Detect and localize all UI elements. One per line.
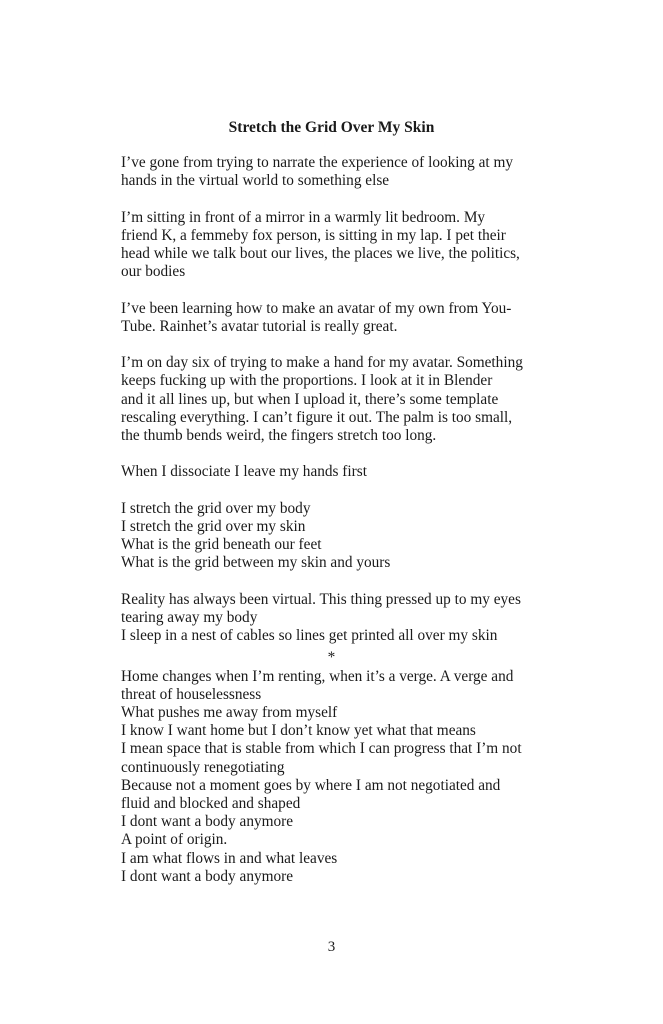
paragraph: [121, 154, 561, 190]
paragraph: [121, 500, 561, 573]
text-line: Because not a moment goes by where I am not negotiated and: [121, 776, 501, 794]
text-line: I’ve gone from trying to narrate the experience of looking at my: [121, 154, 514, 171]
page-number: 3: [327, 939, 336, 955]
paragraph: [121, 463, 561, 481]
paragraph: [121, 354, 561, 445]
text-line: keeps fucking up with the proportions. I look at it in Blender: [121, 372, 493, 390]
text-line: What pushes me away from myself: [121, 703, 338, 721]
paragraph: [121, 300, 561, 336]
text-line: fluid and blocked and shaped: [121, 795, 301, 812]
text-line: Home changes when I’m renting, when it’s a verge. A verge and: [121, 667, 514, 685]
poem-title: Stretch the Grid Over My Skin: [228, 119, 435, 136]
text-line: hands in the virtual world to something else: [121, 172, 390, 190]
text-line: I’ve been learning how to make an avatar of my own from You-: [121, 299, 512, 317]
text-line: I am what flows in and what leaves: [121, 849, 338, 867]
text-line: and it all lines up, but when I upload it, there’s some template: [121, 390, 499, 408]
text-line: I’m sitting in front of a mirror in a warmly lit bedroom. My: [121, 208, 486, 226]
text-line: I mean space that is stable from which I can progress that I’m not: [121, 740, 522, 758]
text-line: A point of origin.: [121, 831, 228, 849]
text-line: I’m on day six of trying to make a hand for my avatar. Something: [121, 354, 523, 372]
paragraph: [121, 591, 561, 646]
text-line: Tube. Rainhet’s avatar tutorial is really great.: [121, 317, 398, 335]
text-line: the thumb bends weird, the fingers stretch too long.: [121, 427, 437, 444]
text-line: rescaling everything. I can’t figure it out. The palm is too small,: [121, 408, 513, 426]
text-line: tearing away my body: [121, 608, 258, 626]
text-line: What is the grid beneath our feet: [121, 536, 322, 554]
text-line: head while we talk bout our lives, the places we live, the politics,: [121, 245, 520, 262]
text-line: I stretch the grid over my body: [121, 499, 311, 517]
text-line: I know I want home but I don’t know yet what that means: [121, 722, 476, 740]
section-break: *: [327, 649, 336, 667]
text-line: I sleep in a nest of cables so lines get printed all over my skin: [121, 627, 498, 645]
text-line: threat of houselessness: [121, 685, 262, 703]
text-line: continuously renegotiating: [121, 758, 285, 776]
text-line: our bodies: [121, 263, 186, 281]
text-line: Reality has always been virtual. This thing pressed up to my eyes: [121, 590, 521, 608]
paragraph: [121, 668, 561, 886]
text-line: What is the grid between my skin and yours: [121, 554, 391, 572]
text-line: friend K, a femmeby fox person, is sitting in my lap. I pet their: [121, 226, 506, 244]
poem-body: [121, 154, 561, 886]
text-line: I stretch the grid over my skin: [121, 517, 306, 535]
text-line: I dont want a body anymore: [121, 813, 294, 831]
text-line: I dont want a body anymore: [121, 867, 294, 885]
paragraph: [121, 209, 561, 282]
text-line: When I dissociate I leave my hands first: [121, 463, 367, 481]
